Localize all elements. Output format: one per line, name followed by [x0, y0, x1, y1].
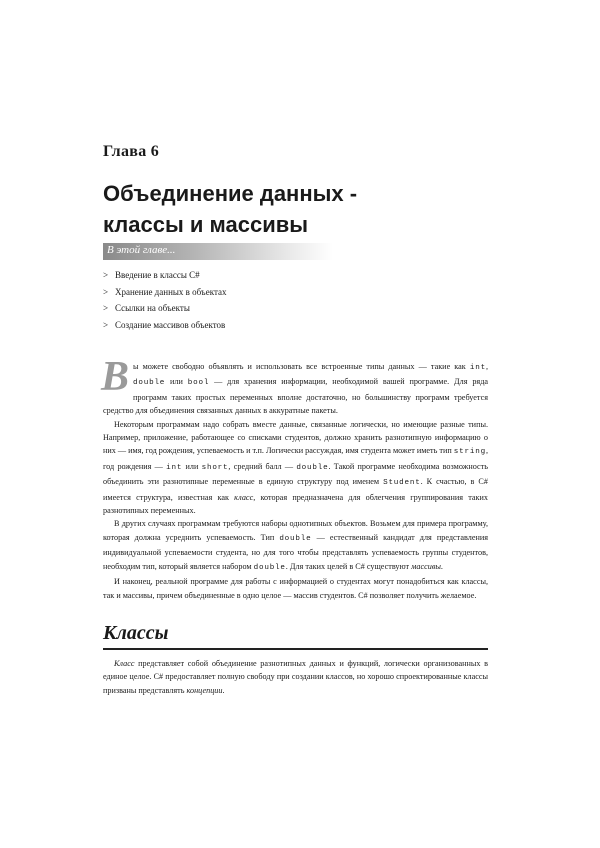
intro-paragraph-2: Некоторым программам надо собрать вместе данные, связанные логически, но имеющие разные типы. Например, приложение, работающее со списками студентов, должно хранить разнотипную информацию о них — имя, год рождения, успеваемость и т.п. Логически рассуждая, имя студента может иметь тип string, год рождения — int или short, средний балл — double. Такой программе необходима возможность объединить эти разнотипные переменные в единую структуру под именем Student. К счастью, в C# имеется структура, известная как класс, которая предназначена для облегчения группирования таких разнотипных переменных.: [103, 419, 489, 516]
chevron-right-icon: >: [103, 319, 109, 330]
chevron-right-icon: >: [103, 303, 109, 313]
section-heading-classes: Классы: [103, 622, 169, 644]
intro-paragraph-1: Вы можете свободно объявлять и использовать все встроенные типы данных — такие как int, double или bool — для хранения информации, необходимой вашей программе. Для ряда программ таких простых переменных вполне достаточно, но большинству программ требуется средство для объединения связанных данных в аккуратные пакеты.: [101, 354, 488, 416]
chevron-right-icon: >: [103, 286, 109, 297]
section-divider: [103, 648, 488, 650]
chapter-title: [103, 178, 403, 240]
intro-paragraph-3: В других случаях программам требуются наборы однотипных объектов. Возьмем для примера программу, которая должна усреднить успеваемость. Тип double — естественный кандидат для представления индивидуальной успеваемости студента, но для того чтобы представлять успеваемость группы студентов, необходим тип, который является набором double. Для таких целей в C# существуют массивы.: [103, 519, 489, 572]
in-this-chapter-label: В этой главе...: [107, 244, 176, 256]
in-this-chapter-banner: [103, 243, 333, 260]
chapter-label: Глава 6: [103, 143, 160, 160]
chapter-title-line-1: Объединение данных -: [103, 181, 358, 206]
chevron-right-icon: >: [103, 270, 109, 280]
drop-cap: В: [101, 354, 130, 400]
chapter-title-line-2: классы и массивы: [103, 212, 309, 237]
classes-body: [103, 657, 488, 697]
list-item: > Создание массивов объектов: [103, 317, 226, 334]
list-item: > Введение в классы C#: [103, 267, 226, 284]
classes-paragraph-1: Класс представляет собой объединение разнотипных данных и функций, логически организованных в единое целое. C# предоставляет полную свободу при создании классов, но хорошо спроектированные классы призваны представлять концепции.: [103, 659, 488, 695]
intro-paragraph-4: И наконец, реальной программе для работы с информацией о студентах могут понадобиться как классы, так и массивы, причем объединенные в одно целое — массив студентов. C# позволяет получить желаемое.: [103, 577, 488, 600]
list-item: > Ссылки на объекты: [103, 300, 226, 317]
in-this-chapter-list: [103, 267, 226, 333]
list-item: > Хранение данных в объектах: [103, 284, 226, 301]
intro-body: [101, 354, 489, 602]
